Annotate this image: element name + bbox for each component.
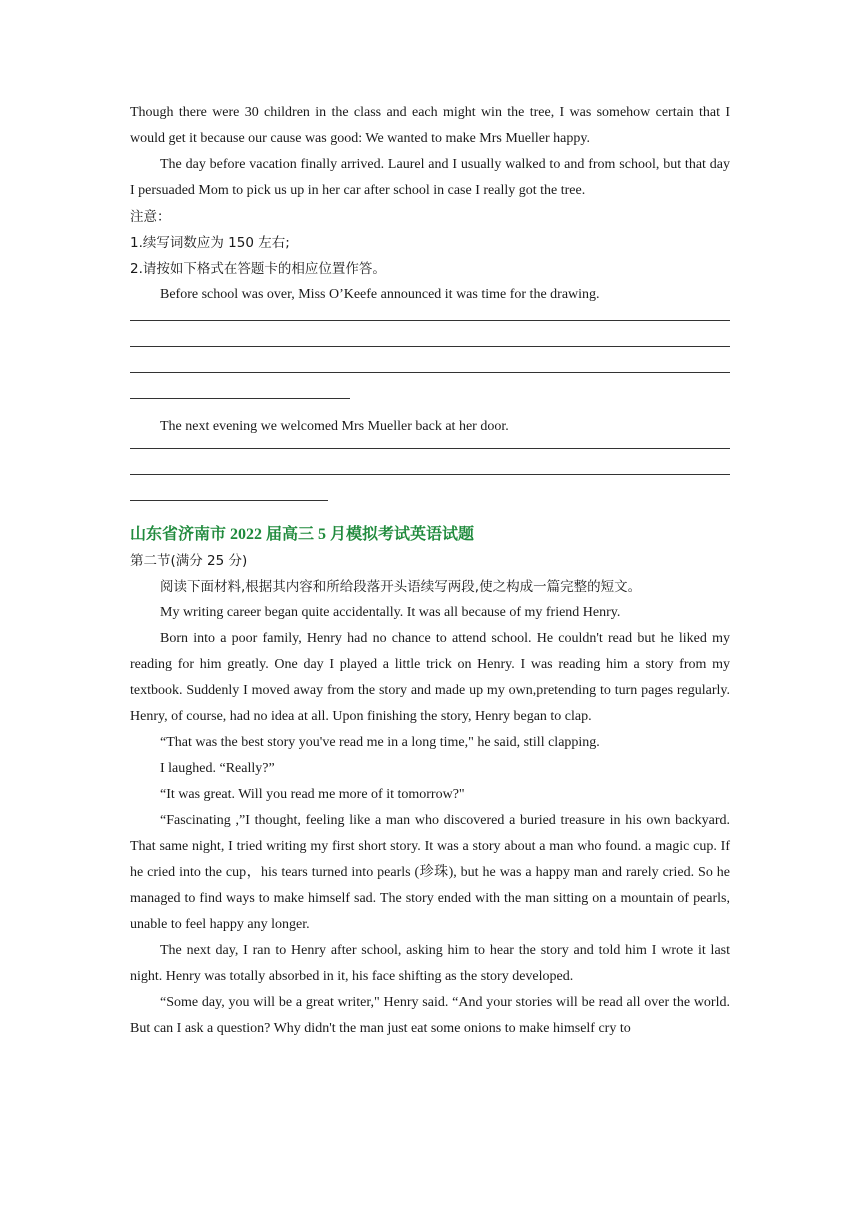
answer-line [130,448,730,449]
continuation-prompt: The next evening we welcomed Mrs Mueller back at her door. [160,419,509,434]
paragraph: The day before vacation finally arrived. Laurel and I usually walked to and from school, but that day I persuaded Mom to pick us up in her car after school in case I really got the tree. [130,157,730,198]
document-content [130,100,730,1042]
paragraph: My writing career began quite accidentally. It was all because of my friend Henry. [160,605,621,620]
answer-lines [130,308,730,414]
section-subtitle: 第二节(满分 25 分) [130,553,248,569]
note-item: 2.请按如下格式在答题卡的相应位置作答。 [130,261,386,277]
answer-line [130,320,730,321]
paragraph: “Some day, you will be a great writer," Henry said. “And your stories will be read all over the world. But can I ask a question? Why didn't the man just eat some onions to make himself cry to [130,995,730,1036]
instruction: 阅读下面材料,根据其内容和所给段落开头语续写两段,使之构成一篇完整的短文。 [160,579,642,595]
paragraph: I laughed. “Really?” [160,761,275,776]
section-heading: 山东省济南市 2022 届高三 5 月模拟考试英语试题 [130,526,475,543]
continuation-prompt: Before school was over, Miss O’Keefe announced it was time for the drawing. [160,287,600,302]
paragraph: “Fascinating ,”I thought, feeling like a man who discovered a buried treasure in his own backyard. That same night, I tried writing my first short story. It was a story about a man who found. a magic cup. If he cried into the cup，his tears turned into pearls (珍珠), but he was a happy man and rarely cried. So he managed to find ways to make himself sad. The story ended with the man sitting on a mountain of pearls, unable to feel happy any longer. [130,813,730,932]
note-item: 1.续写词数应为 150 左右; [130,235,290,251]
answer-line [130,346,730,347]
answer-line [130,398,350,399]
paragraph: Though there were 30 children in the class and each might win the tree, I was somehow certain that I would get it because our cause was good: We wanted to make Mrs Mueller happy. [130,105,730,146]
paragraph: The next day, I ran to Henry after school, asking him to hear the story and told him I wrote it last night. Henry was totally absorbed in it, his face shifting as the story developed. [130,943,730,984]
paragraph: Born into a poor family, Henry had no chance to attend school. He couldn't read but he liked my reading for him greatly. One day I played a little trick on Henry. I was reading him a story from my textbook. Suddenly I moved away from the story and made up my own,pretending to turn pages regularly. Henry, of course, had no idea at all. Upon finishing the story, Henry began to clap. [130,631,730,724]
paragraph: “That was the best story you've read me in a long time," he said, still clapping. [160,735,600,750]
answer-line [130,500,328,501]
paragraph: “It was great. Will you read me more of it tomorrow?" [160,787,465,802]
answer-lines [130,440,730,522]
answer-line [130,372,730,373]
answer-line [130,474,730,475]
note-label: 注意： [130,209,171,225]
